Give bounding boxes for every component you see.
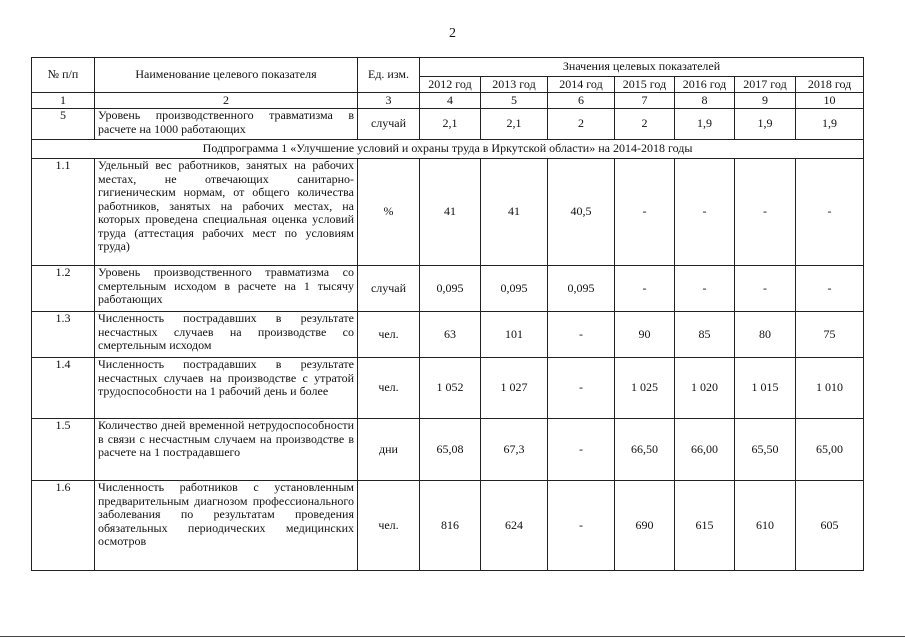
value-cell: 1 020	[675, 358, 735, 419]
unit-cell: чел.	[358, 481, 420, 571]
value-cell: 1,9	[796, 109, 864, 140]
scan-edge-line	[0, 636, 905, 637]
value-cell: 690	[615, 481, 675, 571]
column-number: 9	[735, 93, 796, 109]
table-row	[32, 159, 864, 266]
column-number: 2	[95, 93, 358, 109]
row-number: 1.6	[32, 481, 95, 571]
header-unit: Ед. изм.	[358, 58, 420, 93]
value-cell: 0,095	[420, 266, 481, 312]
indicator-name: Количество дней временной нетрудоспособности в связи с несчастным случаем на производстве в расчете на 1 пострадавшего	[95, 419, 358, 481]
header-year: 2015 год	[615, 77, 675, 93]
value-cell: 2	[548, 109, 615, 140]
indicator-name: Численность работников с установленным предварительным диагнозом профессионального заболевания по результатам проведения обязательных периодических медицинских осмотров	[95, 481, 358, 571]
header-year: 2014 год	[548, 77, 615, 93]
header-year: 2018 год	[796, 77, 864, 93]
value-cell: 2	[615, 109, 675, 140]
table-row	[32, 481, 864, 571]
table-row	[32, 312, 864, 358]
indicator-name: Уровень производственного травматизма со смертельным исходом в расчете на 1 тысячу работающих	[95, 266, 358, 312]
value-cell: 66,50	[615, 419, 675, 481]
row-number: 5	[32, 109, 95, 140]
row-number: 1.3	[32, 312, 95, 358]
unit-cell: %	[358, 159, 420, 266]
value-cell: 610	[735, 481, 796, 571]
value-cell: 1 010	[796, 358, 864, 419]
value-cell: 67,3	[481, 419, 548, 481]
table-row	[32, 266, 864, 312]
value-cell: 41	[481, 159, 548, 266]
value-cell: -	[615, 159, 675, 266]
indicator-name: Численность пострадавших в результате несчастных случаев на производстве с утратой трудоспособности на 1 рабочий день и более	[95, 358, 358, 419]
header-name: Наименование целевого показателя	[95, 58, 358, 93]
column-number: 7	[615, 93, 675, 109]
column-number: 5	[481, 93, 548, 109]
value-cell: -	[548, 358, 615, 419]
value-cell: 1 025	[615, 358, 675, 419]
value-cell: -	[796, 266, 864, 312]
header-year: 2012 год	[420, 77, 481, 93]
header-year: 2016 год	[675, 77, 735, 93]
column-number: 8	[675, 93, 735, 109]
column-number: 1	[32, 93, 95, 109]
indicator-name: Численность пострадавших в результате несчастных случаев на производстве со смертельным исходом	[95, 312, 358, 358]
value-cell: 1,9	[735, 109, 796, 140]
header-num: № п/п	[32, 58, 95, 93]
unit-cell: дни	[358, 419, 420, 481]
value-cell: 816	[420, 481, 481, 571]
value-cell: 40,5	[548, 159, 615, 266]
value-cell: -	[548, 481, 615, 571]
value-cell: 63	[420, 312, 481, 358]
value-cell: 1 052	[420, 358, 481, 419]
value-cell: -	[615, 266, 675, 312]
value-cell: 605	[796, 481, 864, 571]
value-cell: 90	[615, 312, 675, 358]
column-number: 3	[358, 93, 420, 109]
value-cell: 80	[735, 312, 796, 358]
column-number: 4	[420, 93, 481, 109]
subprogram-row	[32, 140, 864, 159]
value-cell: 615	[675, 481, 735, 571]
row-number: 1.1	[32, 159, 95, 266]
value-cell: 1 027	[481, 358, 548, 419]
header-year: 2013 год	[481, 77, 548, 93]
unit-cell: случай	[358, 266, 420, 312]
unit-cell: случай	[358, 109, 420, 140]
subprogram-title: Подпрограмма 1 «Улучшение условий и охраны труда в Иркутской области» на 2014-2018 годы	[32, 140, 864, 159]
column-number: 6	[548, 93, 615, 109]
value-cell: 41	[420, 159, 481, 266]
table-row	[32, 109, 864, 140]
value-cell: 2,1	[481, 109, 548, 140]
value-cell: -	[675, 159, 735, 266]
value-cell: -	[796, 159, 864, 266]
value-cell: 624	[481, 481, 548, 571]
value-cell: 1 015	[735, 358, 796, 419]
indicator-name: Уровень производственного травматизма в расчете на 1000 работающих	[95, 109, 358, 140]
row-number: 1.2	[32, 266, 95, 312]
indicator-name: Удельный вес работников, занятых на рабочих местах, не отвечающих санитарно-гигиеническим нормам, от общего количества работников, занятых на рабочих местах, на которых проведена специальная оценка условий труда (аттестация рабочих мест по условиям труда)	[95, 159, 358, 266]
value-cell: -	[735, 266, 796, 312]
header-values-group: Значения целевых показателей	[420, 58, 864, 77]
page-number: 2	[449, 26, 456, 41]
value-cell: 0,095	[481, 266, 548, 312]
row-number: 1.5	[32, 419, 95, 481]
value-cell: 65,08	[420, 419, 481, 481]
value-cell: -	[735, 159, 796, 266]
row-number: 1.4	[32, 358, 95, 419]
value-cell: 85	[675, 312, 735, 358]
column-number: 10	[796, 93, 864, 109]
value-cell: -	[548, 419, 615, 481]
value-cell: -	[548, 312, 615, 358]
value-cell: 75	[796, 312, 864, 358]
table-row	[32, 358, 864, 419]
value-cell: 101	[481, 312, 548, 358]
column-numbers-row	[32, 93, 864, 109]
value-cell: 65,50	[735, 419, 796, 481]
target-indicators-table	[31, 57, 864, 571]
header-year: 2017 год	[735, 77, 796, 93]
unit-cell: чел.	[358, 312, 420, 358]
value-cell: 66,00	[675, 419, 735, 481]
value-cell: -	[675, 266, 735, 312]
table-row	[32, 419, 864, 481]
value-cell: 65,00	[796, 419, 864, 481]
unit-cell: чел.	[358, 358, 420, 419]
value-cell: 2,1	[420, 109, 481, 140]
value-cell: 1,9	[675, 109, 735, 140]
value-cell: 0,095	[548, 266, 615, 312]
